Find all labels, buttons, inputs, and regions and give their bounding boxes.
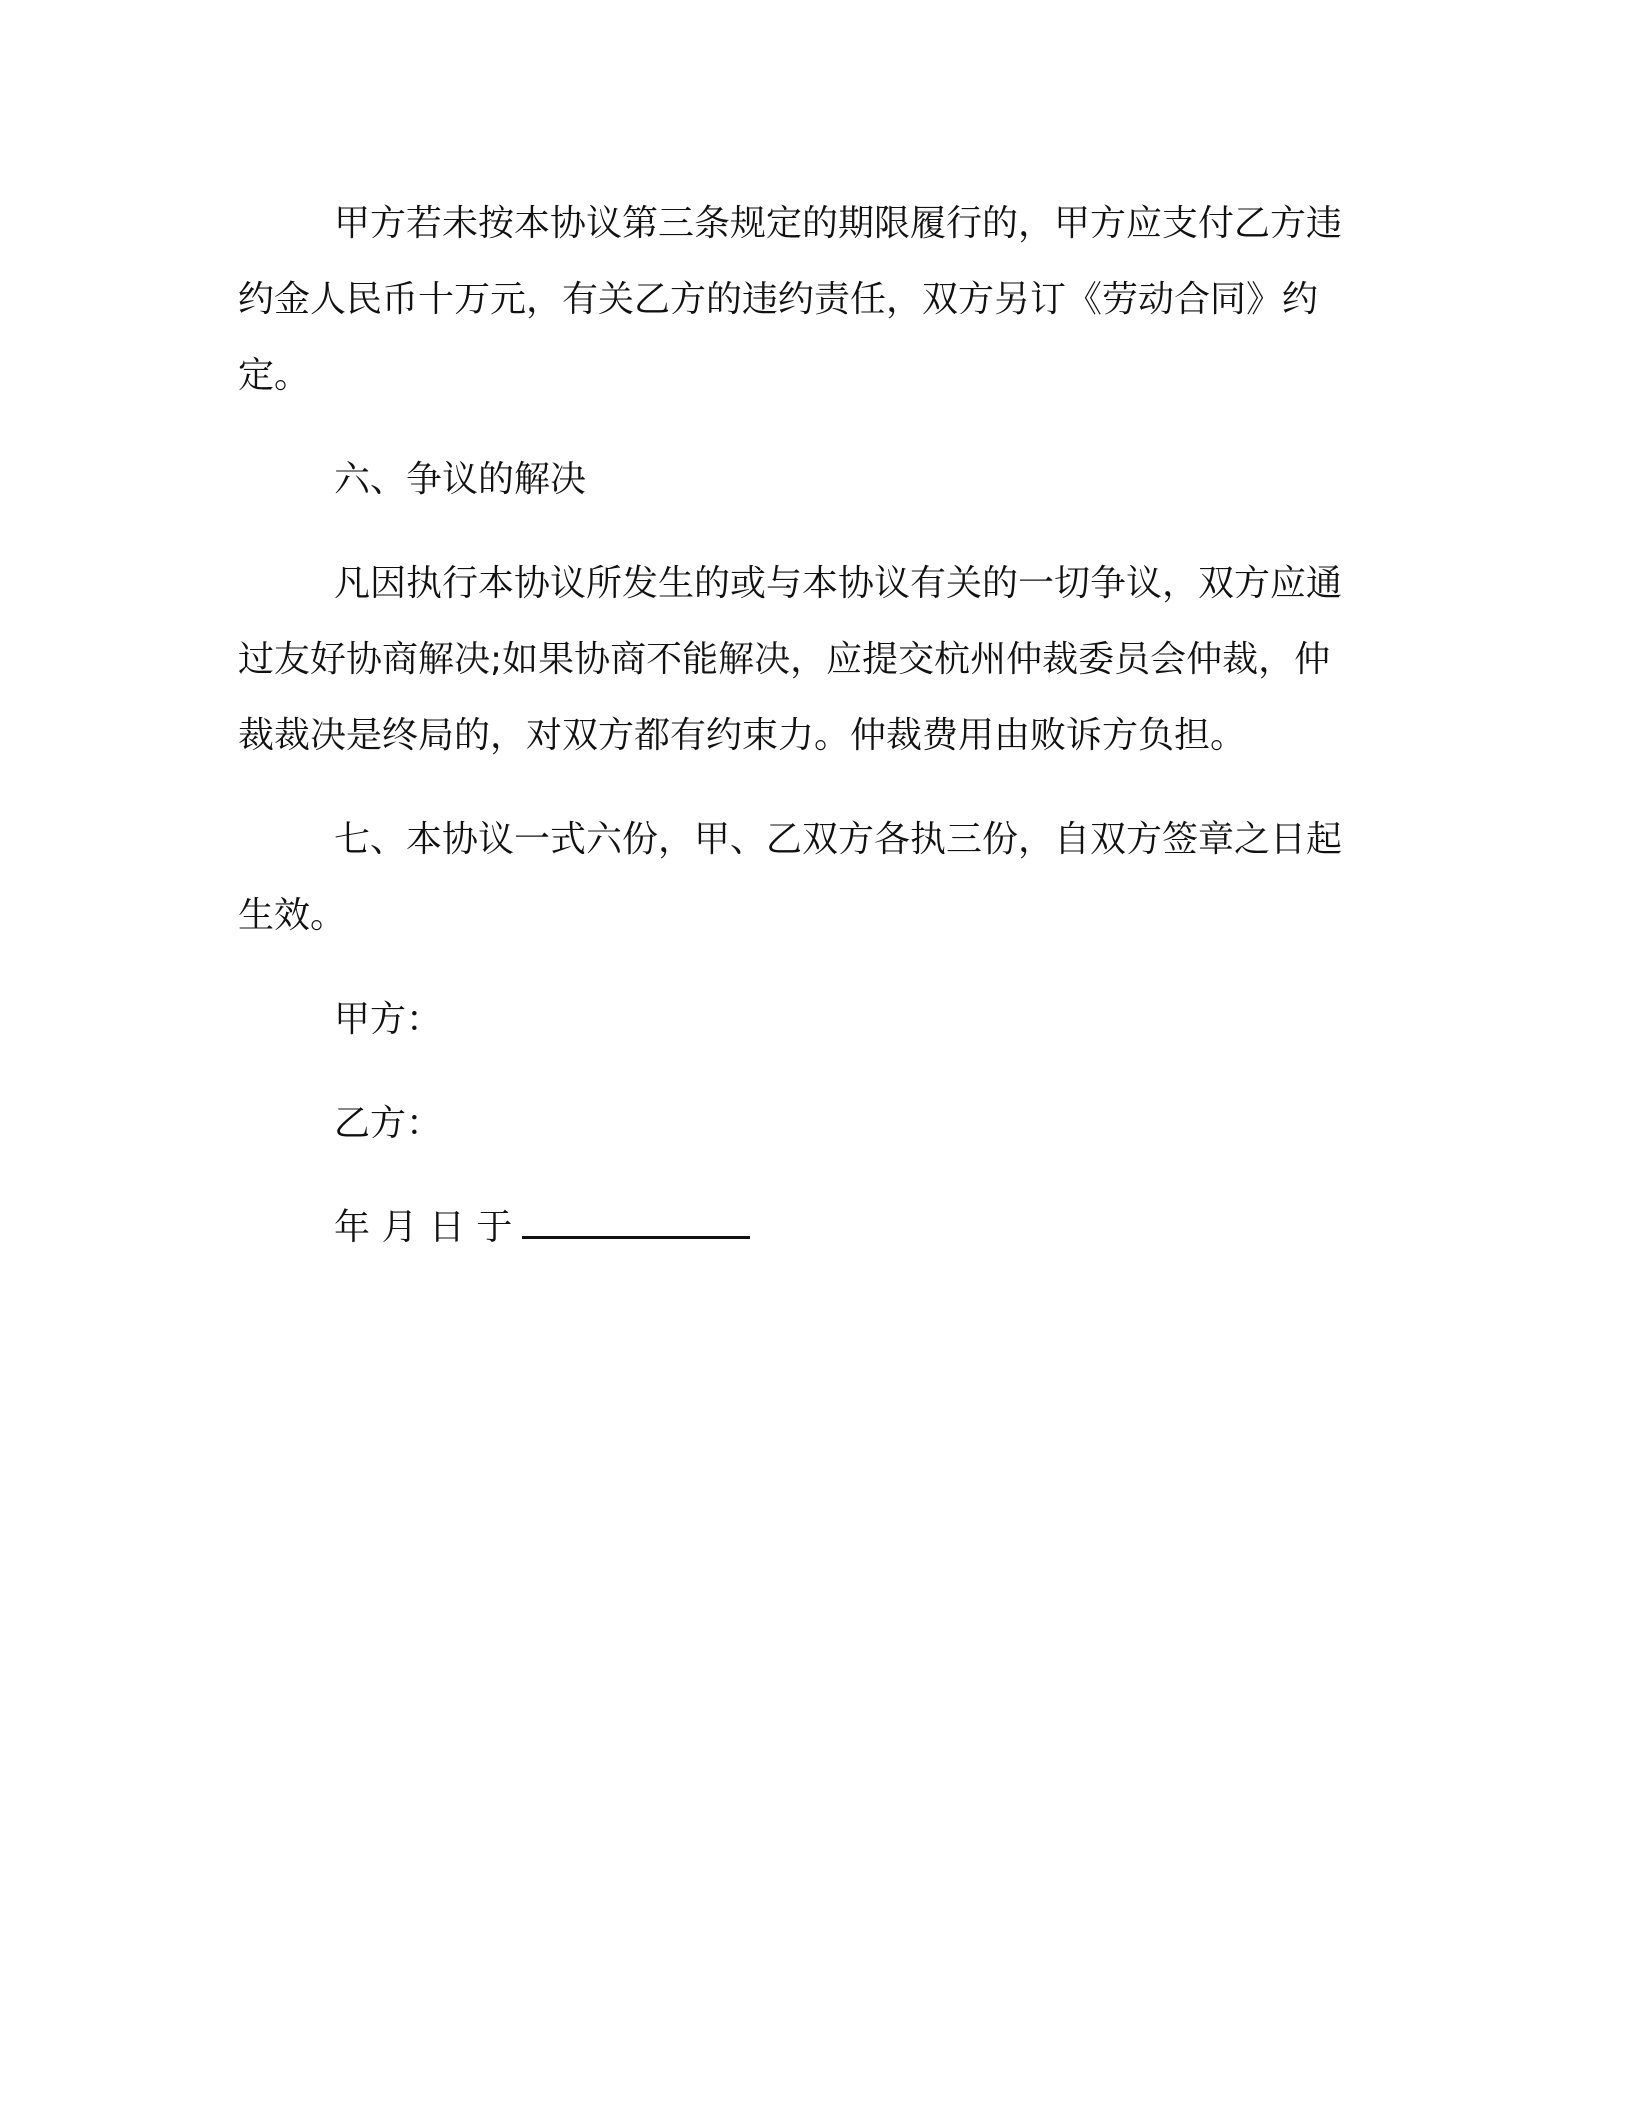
penalty-clause	[238, 186, 1378, 414]
section-seven	[238, 802, 1378, 954]
party-a-label: 甲方：	[334, 999, 443, 1040]
penalty-clause-line-3: 定。	[238, 355, 311, 396]
document-body	[238, 186, 1378, 1266]
section-six-line-2: 过友好协商解决;如果协商不能解决，应提交杭州仲裁委员会仲裁，仲	[238, 639, 1331, 680]
party-b-label: 乙方：	[334, 1103, 443, 1144]
section-seven-line-1: 七、本协议一式六份，甲、乙双方各执三份，自双方签章之日起	[334, 819, 1343, 860]
section-six-line-1: 凡因执行本协议所发生的或与本协议有关的一切争议，双方应通	[334, 563, 1343, 604]
date-blank-underline	[522, 1206, 750, 1239]
section-six-heading: 六、争议的解决	[334, 459, 587, 500]
party-b-signature	[238, 1086, 1378, 1162]
date-line	[238, 1190, 1378, 1266]
section-six-body	[238, 546, 1378, 774]
section-six-line-3: 裁裁决是终局的，对双方都有约束力。仲裁费用由败诉方负担。	[238, 715, 1247, 756]
penalty-clause-line-1: 甲方若未按本协议第三条规定的期限履行的，甲方应支付乙方违	[334, 203, 1343, 244]
section-seven-line-2: 生效。	[238, 895, 347, 936]
party-a-signature	[238, 982, 1378, 1058]
section-six-heading-block	[238, 442, 1378, 518]
penalty-clause-line-2: 约金人民币十万元，有关乙方的违约责任，双方另订《劳动合同》约	[238, 279, 1319, 320]
date-label: 年 月 日 于	[334, 1207, 513, 1248]
